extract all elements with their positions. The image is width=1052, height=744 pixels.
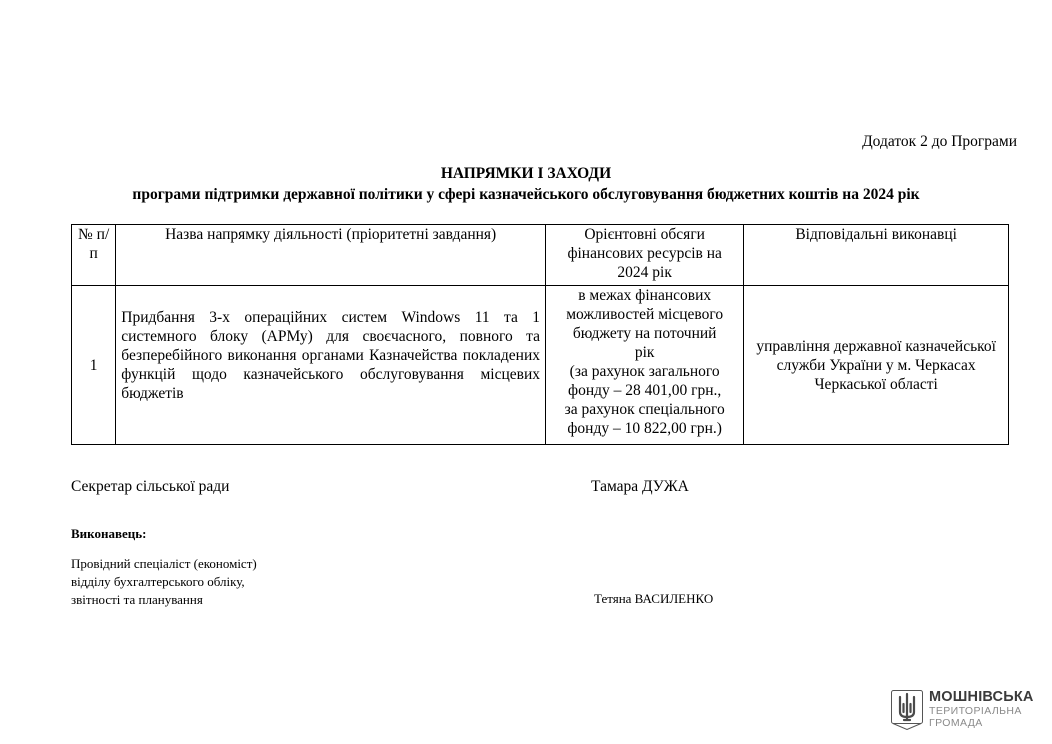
- finance-line: (за рахунок загального: [569, 363, 720, 380]
- annex-label: Додаток 2 до Програми: [862, 133, 1017, 150]
- finance-line: бюджету на поточний: [572, 325, 717, 342]
- finance-line: фонду – 10 822,00 грн.): [567, 420, 722, 437]
- executor-role-line: Провідний спеціаліст (економіст): [71, 556, 257, 571]
- secretary-name: Тамара ДУЖА: [591, 478, 689, 495]
- logo-text: [929, 690, 1034, 729]
- header-number: № п/п: [72, 225, 116, 286]
- document-title: [40, 163, 1012, 205]
- table-row: [72, 286, 1009, 445]
- header-executors: Відповідальні виконавці: [744, 225, 1009, 286]
- row-name: [116, 286, 546, 445]
- title-sub: програми підтримки державної політики у сфері казначейського обслуговування бюджетних коштів на 2024 рік: [132, 186, 920, 203]
- finance-line: можливостей місцевого: [566, 306, 724, 323]
- secretary-role: Секретар сільської ради: [71, 478, 230, 495]
- row-executors: управління державної казначейської служби України у м. Черкасах Черкаської області: [744, 286, 1009, 445]
- community-logo: [891, 690, 1034, 730]
- executor-name: Тетяна ВАСИЛЕНКО: [594, 591, 714, 606]
- trident-icon: [891, 690, 923, 730]
- logo-sub-text: ТЕРИТОРІАЛЬНА: [929, 705, 1022, 717]
- executor-heading: Виконавець:: [71, 526, 147, 541]
- row-number: 1: [72, 286, 116, 445]
- finance-line: фонду – 28 401,00 грн.,: [568, 382, 722, 399]
- finance-line: в межах фінансових: [578, 287, 712, 304]
- header-name: Назва напрямку діяльності (пріоритетні завдання): [116, 225, 546, 286]
- table-header-row: [72, 225, 1009, 286]
- logo-main-text: МОШНІВСЬКА: [929, 689, 1034, 705]
- header-finance: Орієнтовні обсяги фінансових ресурсів на 2024 рік: [546, 225, 744, 286]
- row-name-text: Придбання 3-х операційних систем Windows 11 та 1 системного блоку (АРМу) для своєчасного, повного та безперебійного виконання органами Казначейства покладених функцій щодо казначейського обслуговування місцевих бюджетів: [121, 308, 541, 402]
- finance-line: рік: [634, 344, 655, 361]
- executor-role: [71, 555, 257, 609]
- executor-role-line: відділу бухгалтерського обліку,: [71, 574, 245, 589]
- logo-sub-text: ГРОМАДА: [929, 717, 983, 729]
- measures-table: [71, 224, 1009, 445]
- row-finance: [546, 286, 744, 445]
- finance-line: за рахунок спеціального: [564, 401, 725, 418]
- executor-role-line: звітності та планування: [71, 592, 203, 607]
- title-main: НАПРЯМКИ І ЗАХОДИ: [440, 165, 612, 182]
